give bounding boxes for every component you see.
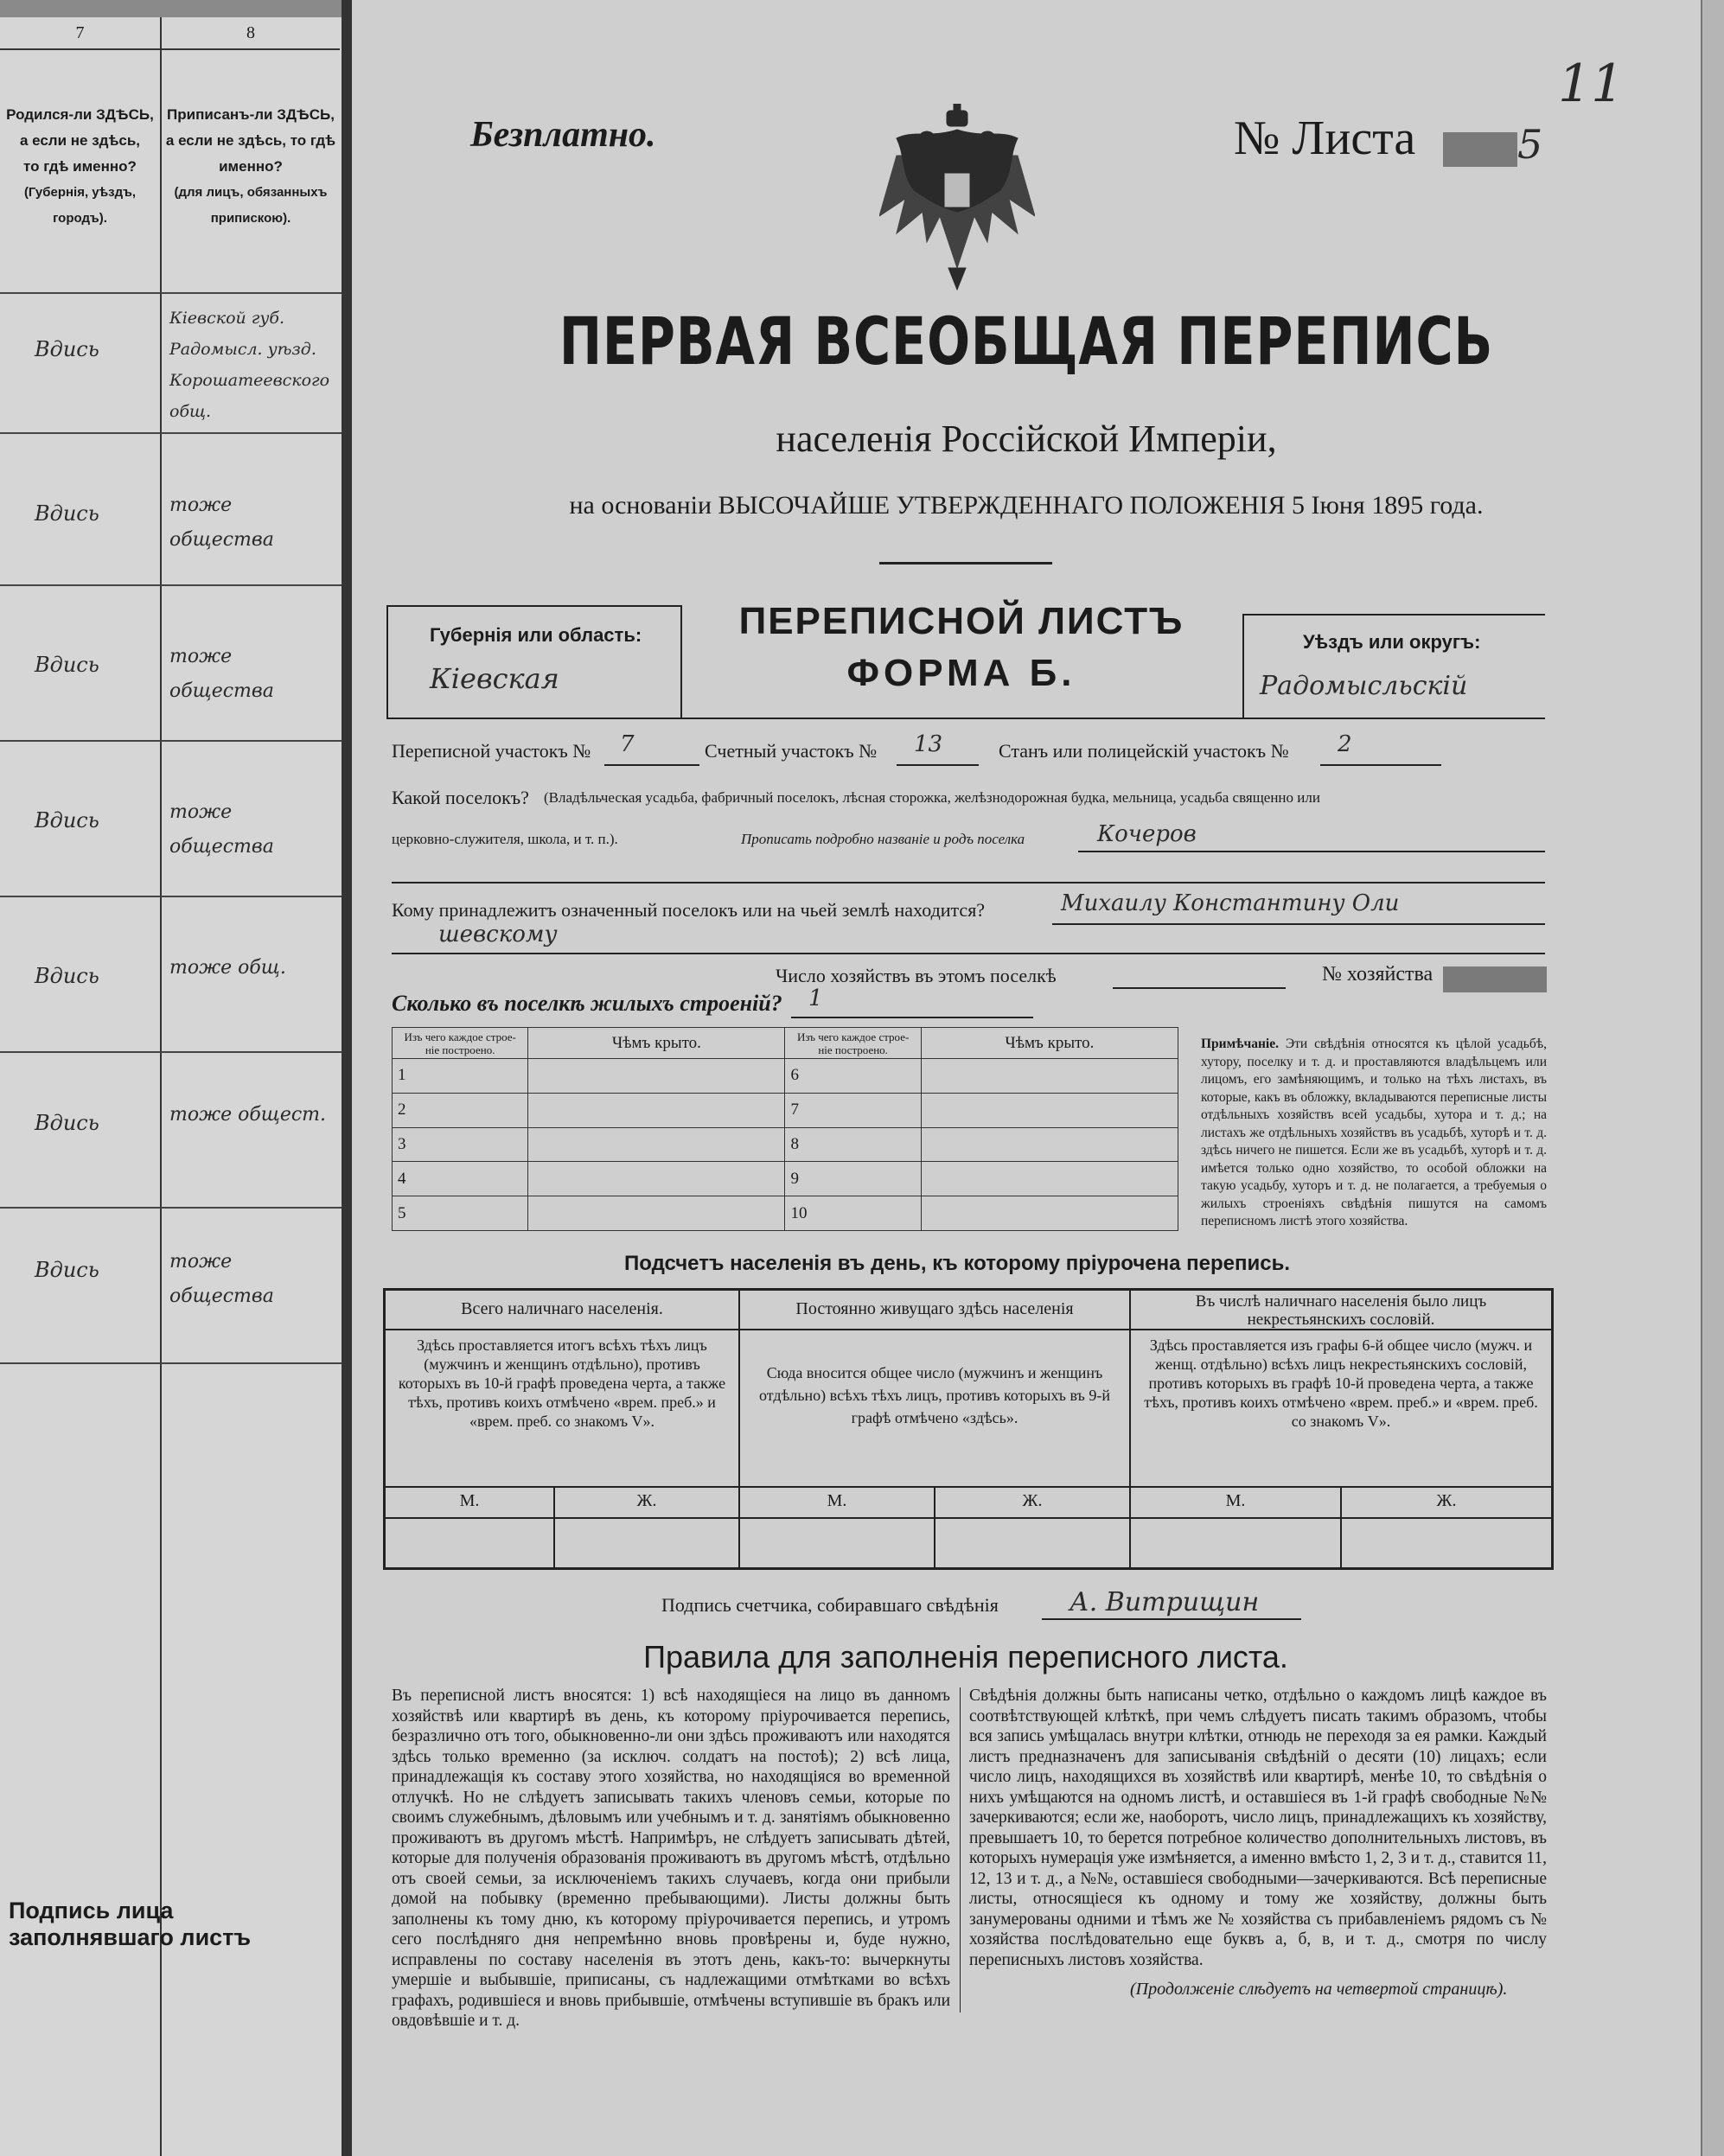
male-label: М. — [459, 1491, 480, 1510]
row-registration: тоже общ. — [169, 957, 286, 979]
table-cell — [528, 1127, 785, 1162]
fill-line — [1052, 923, 1545, 925]
rules-left-text: Въ переписной листъ вносятся: 1) всѣ находящіеся на лицо въ данномъ хозяйствѣ или квартирѣ въ день, къ которому пріурочивается перепись, безразлично отъ того, обыкновенно-ли они здѣсь проживаютъ или находятся здѣсь только временно (за исключ. солдатъ на постоѣ); 2) всѣ лица, принадлежащія къ составу этого хозяйства, но находящіяся во временной отлучкѣ. Но не слѣдуетъ записывать такихъ членовъ семьи, которые по своимъ служебнымъ, дѣловымъ или учебнымъ и т. д. занятіямъ обыкновенно проживаютъ въ другомъ мѣстѣ. Напримѣръ, не слѣдуетъ записывать дѣтей, которые для полученія образованія проживаютъ въ другомъ мѣстѣ, отдѣльно отъ своей семьи, за исключеніемъ такихъ случаевъ, когда они прибыли домой на побывку (временно пребывающими). Листы должны быть заполнены къ тому дню, къ которому пріурочивается перепись, и утромъ сего послѣдняго дня непремѣнно вновь провѣрены и, буде нужно, исправлены по составу населенія въ этотъ день, какъ-то: вычеркнуты умершіе и выбывшіе, приписаны, съ надлежащими отмѣтками во всѣхъ графахъ, родившіеся и вновь прибывшіе, отмѣчены вступившіе въ бракъ или овдовѣвшіе и т. д. — [392, 1687, 950, 2030]
note-label: Примѣчаніе. — [1201, 1037, 1279, 1051]
row-divider — [0, 896, 342, 897]
counter-signature: А. Витрищин — [1070, 1587, 1260, 1617]
column-7-header — [0, 50, 160, 232]
male-label: М. — [827, 1491, 847, 1510]
census-title: ПЕРВАЯ ВСЕОБЩАЯ ПЕРЕПИСЬ — [559, 303, 1494, 380]
sheet-number-label: № Листа — [1234, 112, 1416, 165]
column-8-header-line: (для лицъ, обязанныхъ — [174, 185, 328, 200]
row-birth: Вдись — [35, 1258, 99, 1282]
table-rule — [386, 1486, 1551, 1488]
table-rule — [1129, 1291, 1131, 1567]
uezd-value: Радомысльскій — [1260, 671, 1468, 701]
table-cell: 9 — [785, 1162, 921, 1196]
left-page-strip — [0, 17, 342, 2156]
note-block — [1201, 1036, 1547, 1231]
population-column-note: Здѣсь проставляется изъ графы 6-й общее число (мужч. и женщ. отдѣльно) всѣхъ лицъ некрестьянскихъ сословій, противъ которыхъ въ графѣ 10-й проведена черта, а также тѣхъ, противъ коихъ отмѣчено «врем. преб.» и «врем. преб. со знакомъ V». — [1144, 1336, 1538, 1430]
rules-title: Правила для заполненія переписного листа. — [643, 1639, 1288, 1674]
fill-line — [1042, 1618, 1301, 1620]
column-8-number: 8 — [162, 17, 340, 50]
column-7-header-line: а если не здѣсь, — [19, 132, 141, 149]
buildings-label: Сколько въ поселкѣ жилыхъ строеній? — [392, 991, 782, 1016]
folio-number: 11 — [1558, 54, 1625, 114]
census-area-value: 7 — [620, 731, 635, 757]
counter-signature-label: Подпись счетчика, собиравшаго свѣдѣнія — [661, 1594, 999, 1616]
households-label: Число хозяйствъ въ этомъ поселкѣ — [776, 965, 1057, 986]
population-title: Подсчетъ населенія въ день, къ которому пріурочена перепись. — [624, 1252, 1290, 1275]
table-cell: 1 — [393, 1059, 528, 1094]
row-registration: тоже общества — [169, 646, 274, 702]
household-number-stamp — [1443, 966, 1547, 992]
table-cell — [528, 1059, 785, 1094]
buildings-table — [392, 1027, 1178, 1231]
settlement-hint: (Владѣльческая усадьба, фабричный поселокъ, лѣсная сторожка, желѣзнодорожная будка, мельница, усадьба священно или — [544, 789, 1320, 806]
row-birth: Вдись — [35, 337, 99, 361]
table-cell — [921, 1162, 1178, 1196]
buildings-value: 1 — [808, 986, 823, 1011]
census-area-label: Переписной участокъ № — [392, 740, 591, 762]
row-divider — [0, 1362, 342, 1364]
legal-basis: на основаніи ВЫСОЧАЙШЕ УТВЕРЖДЕННАГО ПОЛОЖЕНІЯ 5 Іюня 1895 года. — [569, 491, 1484, 520]
double-headed-eagle-icon — [879, 104, 1035, 303]
row-registration: тоже общества — [169, 494, 274, 551]
table-rule — [386, 1517, 1551, 1519]
counting-area-label: Счетный участокъ № — [705, 740, 878, 762]
row-divider — [0, 740, 342, 742]
table-header: Изъ чего каждое строе-ніе построено. — [785, 1028, 921, 1059]
column-8-header — [162, 50, 340, 232]
table-cell — [921, 1196, 1178, 1231]
uezd-label: Уѣздъ или округъ: — [1303, 631, 1481, 653]
female-label: Ж. — [636, 1491, 657, 1510]
table-cell: 3 — [393, 1127, 528, 1162]
female-label: Ж. — [1022, 1491, 1043, 1510]
row-registration: Кіевской губ. Радомысл. уѣзд. Корошатеевского общ. — [169, 309, 330, 421]
column-7-header-line: Родился-ли ЗДѢСЬ, — [6, 106, 154, 123]
row-divider — [0, 1207, 342, 1209]
row-birth: Вдись — [35, 653, 99, 677]
population-column-header: Постоянно живущаго здѣсь населенія — [795, 1299, 1074, 1318]
table-cell — [528, 1093, 785, 1127]
table-cell — [921, 1127, 1178, 1162]
fill-line — [791, 1017, 1033, 1018]
table-header: Изъ чего каждое строе-ніе построено. — [393, 1028, 528, 1059]
fill-line — [604, 764, 699, 766]
census-subtitle: населенія Россійской Имперіи, — [776, 418, 1277, 460]
column-7-number: 7 — [0, 17, 160, 50]
fill-line — [392, 882, 1545, 883]
fill-line — [1078, 851, 1545, 852]
table-cell: 6 — [785, 1059, 921, 1094]
settlement-hint: церковно-служителя, школа, и т. п.). — [392, 831, 618, 847]
box-rule — [1242, 614, 1545, 616]
row-divider — [0, 292, 342, 294]
row-birth: Вдись — [35, 964, 99, 988]
row-registration: тоже общест. — [169, 1104, 327, 1126]
table-cell — [528, 1196, 785, 1231]
table-cell: 7 — [785, 1093, 921, 1127]
form-subtitle: ФОРМА Б. — [846, 652, 1076, 694]
gubernia-label: Губернія или область: — [430, 624, 642, 646]
row-divider — [0, 432, 342, 434]
gubernia-value: Кіевская — [430, 662, 559, 695]
table-rule — [386, 1329, 1551, 1330]
table-cell: 5 — [393, 1196, 528, 1231]
row-birth: Вдись — [35, 1111, 99, 1135]
population-column-header: Въ числѣ наличнаго населенія было лицъ некрестьянскихъ сословій. — [1195, 1292, 1487, 1329]
fill-line — [897, 764, 979, 766]
owner-question: Кому принадлежитъ означенный поселокъ или на чьей землѣ находится? — [392, 899, 986, 921]
population-column-note: Сюда вносится общее число (мужчинъ и женщинъ отдѣльно) всѣхъ тѣхъ лицъ, противъ которыхъ въ 9-й графѣ отмѣчено «здѣсь». — [759, 1364, 1110, 1426]
rules-right-text: Свѣдѣнія должны быть написаны четко, отдѣльно о каждомъ лицѣ каждое въ соотвѣтствующей клѣткѣ, при чемъ слѣдуетъ писать такимъ образомъ, чтобы вся запись умѣщалась внутри клѣтки, отнюдь не переходя за ея рамки. Каждый листъ предназначенъ для записыванія свѣдѣній о десяти (10) лицахъ; если число лицъ, находящихся въ хозяйствѣ или квартирѣ, менѣе 10, то свѣдѣнія о нихъ умѣщаются на одномъ листѣ, и оставшіеся въ 1-й графѣ свободные №№ зачеркиваются; если же, наоборотъ, число лицъ, принадлежащихъ къ хозяйству, превышаетъ 10, то берется потребное количество дополнительныхъ листовъ, въ которыхъ нумерація уже измѣняется, а именно вмѣсто 1, 2, 3 и т. д., ставится 11, 12, 13 и т. д., а №№, оставшіеся свободными—зачеркиваются. Всѣ переписные листы, относящіеся къ одному и тому же хозяйству, должны быть занумерованы одними и тѣмъ же № хозяйства съ прибавленіемъ рядомъ съ № хозяйства послѣдовательно еще буквъ а, б, в, и т. д., смотря по числу переписныхъ листовъ хозяйства. — [969, 1687, 1547, 1969]
settlement-question: Какой поселокъ? — [392, 787, 529, 808]
table-cell: 10 — [785, 1196, 921, 1231]
column-8-header-line: именно? — [219, 158, 283, 175]
counting-area-value: 13 — [914, 731, 943, 757]
box-rule — [386, 605, 388, 718]
column-8-header-line: а если не здѣсь, то гдѣ — [165, 132, 336, 149]
table-cell: 2 — [393, 1093, 528, 1127]
table-header: Чѣмъ крыто. — [921, 1028, 1178, 1059]
settlement-hint: Прописать подробно названіе и родъ поселка — [741, 831, 1025, 847]
row-divider — [0, 1051, 342, 1053]
fill-line — [392, 953, 1545, 954]
table-header: Чѣмъ крыто. — [528, 1028, 785, 1059]
row-divider — [0, 584, 342, 586]
column-7-header-line: то гдѣ именно? — [23, 158, 137, 175]
row-birth: Вдись — [35, 501, 99, 526]
table-cell — [921, 1093, 1178, 1127]
male-label: М. — [1225, 1491, 1246, 1510]
free-label: Безплатно. — [470, 115, 656, 155]
household-number-label: № хозяйства — [1322, 963, 1433, 986]
page-edges — [1701, 0, 1724, 2156]
census-sheet — [352, 0, 1701, 2156]
box-rule — [1242, 614, 1244, 718]
table-row — [393, 1127, 1178, 1162]
population-column-header: Всего наличнаго населенія. — [461, 1299, 663, 1318]
rules-divider — [960, 1687, 961, 2012]
table-cell — [528, 1162, 785, 1196]
table-row — [393, 1196, 1178, 1231]
table-row — [393, 1059, 1178, 1094]
book-spine — [342, 0, 352, 2156]
table-rule — [738, 1291, 740, 1567]
column-8-header-line: Приписанъ-ли ЗДѢСЬ, — [167, 106, 335, 123]
row-birth: Вдись — [35, 808, 99, 832]
table-row — [393, 1162, 1178, 1196]
fill-line — [1320, 764, 1441, 766]
table-cell: 8 — [785, 1127, 921, 1162]
table-row — [393, 1093, 1178, 1127]
box-rule — [386, 718, 1545, 719]
sheet-number-stamp — [1443, 132, 1517, 167]
sheet-number-value: 5 — [1517, 121, 1543, 168]
owner-value: Михаилу Константину Оли — [1061, 890, 1400, 916]
fill-line — [1113, 987, 1286, 989]
row-registration: тоже общества — [169, 1251, 274, 1307]
owner-value: шевскому — [438, 922, 558, 947]
note-text: Эти свѣдѣнія относятся къ цѣлой усадьбѣ, хутору, поселку и т. д. и проставляются владѣльцемъ или лицомъ, его замѣняющимъ, и только на тѣхъ листахъ, въ которые, какъ въ обложку, вкладываются переписные листы отдѣльныхъ хозяйствъ всей усадьбы, хутора и т. д.; на листахъ же отдѣльныхъ хозяйствъ въ усадьбѣ, хуторѣ и т. д. здѣсь ничего не пишется. Если же въ усадьбѣ, хуторѣ и т. д. имѣется только одно хозяйство, то особой обложки на такую усадьбу, хуторъ и т. д. не полагается, а требуемыя о жилыхъ строеніяхъ свѣдѣнія пишутся на самомъ переписномъ листѣ этого хозяйства. — [1201, 1037, 1548, 1228]
form-title: ПЕРЕПИСНОЙ ЛИСТЪ — [738, 600, 1184, 642]
population-table — [383, 1288, 1554, 1570]
box-rule — [386, 605, 680, 607]
population-column-note: Здѣсь проставляется итогъ всѣхъ тѣхъ лицъ (мужчинъ и женщинъ отдѣльно), противъ которыхъ въ 10-й графѣ проведена черта, а также тѣхъ, противъ коихъ отмѣчено «врем. преб.» и «врем. преб. со знакомъ V». — [398, 1336, 726, 1430]
column-8-header-line: припискою). — [210, 211, 291, 226]
divider — [879, 562, 1052, 565]
female-label: Ж. — [1436, 1491, 1457, 1510]
continued-note: (Продолженіе слѣдуетъ на четвертой страницѣ). — [1130, 1980, 1508, 1999]
stan-label: Станъ или полицейскій участокъ № — [999, 740, 1289, 762]
row-registration: тоже общества — [169, 801, 274, 858]
column-7-header-line: (Губернія, уѣздъ, городъ). — [23, 185, 137, 226]
table-cell: 4 — [393, 1162, 528, 1196]
left-signature-label: Подпись лица заполнявшаго листъ — [9, 1898, 252, 1950]
table-cell — [921, 1059, 1178, 1094]
stan-value: 2 — [1338, 731, 1352, 757]
settlement-value: Кочеров — [1097, 821, 1197, 847]
